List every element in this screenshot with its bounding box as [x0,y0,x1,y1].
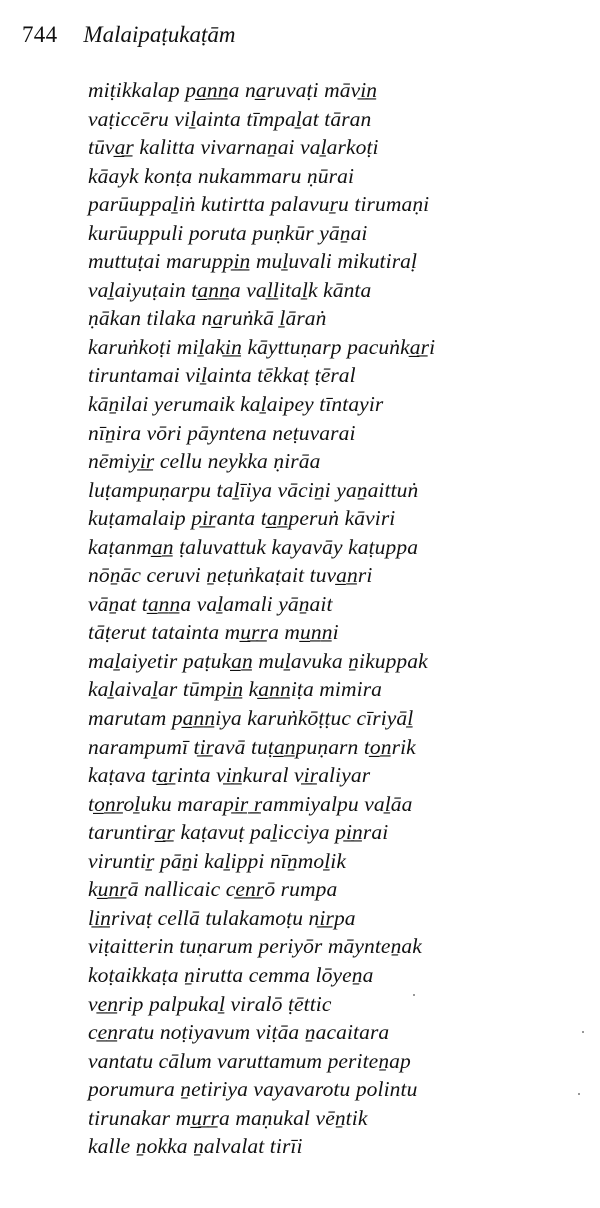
verse-line: nīṉira vōri pāyntena neṭuvarai [88,420,356,445]
verse-line: koṭaikkaṭa ṉirutta cemma lōyeṉa [88,962,374,987]
verse-line: kuṭamalaip pi̲r̲anta ta̲n̲peruṅ kāviri [88,506,396,531]
verse-line: tirunakar mu̲r̲r̲a maṇukal vēṉtik [88,1105,368,1130]
verse-text [88,76,578,1161]
verse-line: nēmiyi̲r̲ cellu neykka ṇirāa [88,449,321,474]
print-speck [582,1031,584,1033]
verse-line: ce̲n̲ratu noṭiyavum viṭāa ṉacaitara [88,1020,390,1045]
verse-line: porumura ṉetiriya vayavarotu polintu [88,1077,418,1102]
verse-line: li̲n̲rivaṭ cellā tulakamoṭu ni̲r̲pa [88,905,356,930]
page-header [22,22,235,56]
verse-line: ṇākan tilaka na̲ruṅkā ḻāraṅ [88,306,327,331]
print-speck [578,1093,580,1095]
verse-line: tiruntamai viḻainta tēkkaṭ ṭēral [88,363,356,388]
verse-line: vaḻaiyuṭain ta̲n̲n̲a vaḻḻitaḻk kānta [88,277,372,302]
verse-line: kurūuppuli poruta puṇkūr yāṉai [88,220,368,245]
verse-line: kāṉilai yerumaik kaḻaipey tīntayir [88,392,384,417]
verse-line: narampumī ti̲r̲avā tuṭa̲n̲puṇarn to̲n̲rik [88,734,416,759]
verse-line: miṭikkalap pa̲n̲n̲a na̲ruvaṭi māvi̲n̲ [88,78,378,102]
verse-line: luṭampuṇarpu taḻīiya vāciṉi yaṉaittuṅ [88,477,419,502]
verse-line: vāṉat ta̲n̲n̲a vaḻamali yāṉait [88,591,333,616]
print-speck [413,994,415,996]
verse-line: taruntira̲r̲ kaṭavuṭ paḻicciya pi̲n̲rai [88,820,389,845]
verse-line: muttuṭai maruppi̲n̲ muḻuvali mikutiraḷ [88,249,418,274]
verse-line: kaṭanma̲n̲ ṭaluvattuk kayavāy kaṭuppa [88,534,419,559]
verse-line: ve̲n̲rip palpukaḻ viralō ṭēttic [88,991,332,1016]
verse-line: viruntiṟ pāṉi kaḻippi nīṉmoḻik [88,848,346,873]
verse-line: kāayk konṭa nukammaru ṇūrai [88,163,355,188]
verse-line: maḻaiyetir paṭuka̲n̲ muḻavuka ṉikuppak [88,648,428,673]
verse-line: marutam pa̲n̲n̲iya karuṅkōṭṭuc cīriyāḻ [88,706,414,731]
page-number: 744 [22,22,58,47]
verse-line: kaṭava ta̲r̲inta vi̲n̲kural vi̲r̲aliyar [88,763,371,788]
verse-line: tūva̲r̲ kalitta vivarnaṉai vaḻarkoṭi [88,135,379,160]
verse-line: kaḻaivaḻar tūmpi̲n̲ ka̲n̲n̲iṭa mimira [88,677,383,702]
verse-line: karuṅkoṭi miḻaki̲n̲ kāyttuṇarp pacuṅka̲r̲i [88,334,436,359]
verse-line: parūuppaḻiṅ kutirtta palavuṟu tirumaṇi [88,192,430,217]
verse-line: vaṭiccēru viḻainta tīmpaḻat tāran [88,106,372,131]
running-title: Malaipaṭukaṭām [83,22,236,47]
verse-line: nōṉāc ceruvi ṉeṭuṅkaṭait tuva̲n̲ri [88,563,373,588]
verse-line: vantatu cālum varuttamum periteṉap [88,1048,411,1073]
verse-line: kalle ṉokka ṉalvalat tirīi [88,1134,303,1159]
verse-line: ku̲n̲r̲ā nallicaic ce̲n̲r̲ō rumpa [88,877,338,902]
verse-line: to̲n̲r̲oḻuku marapi̲r̲ ̲r̲ammiyalpu vaḻāa [88,791,413,816]
verse-line: viṭaitterin tuṇarum periyōr māynteṉak [88,934,422,959]
verse-line: tāṭerut tatainta mu̲r̲r̲a mu̲n̲n̲i [88,620,339,645]
